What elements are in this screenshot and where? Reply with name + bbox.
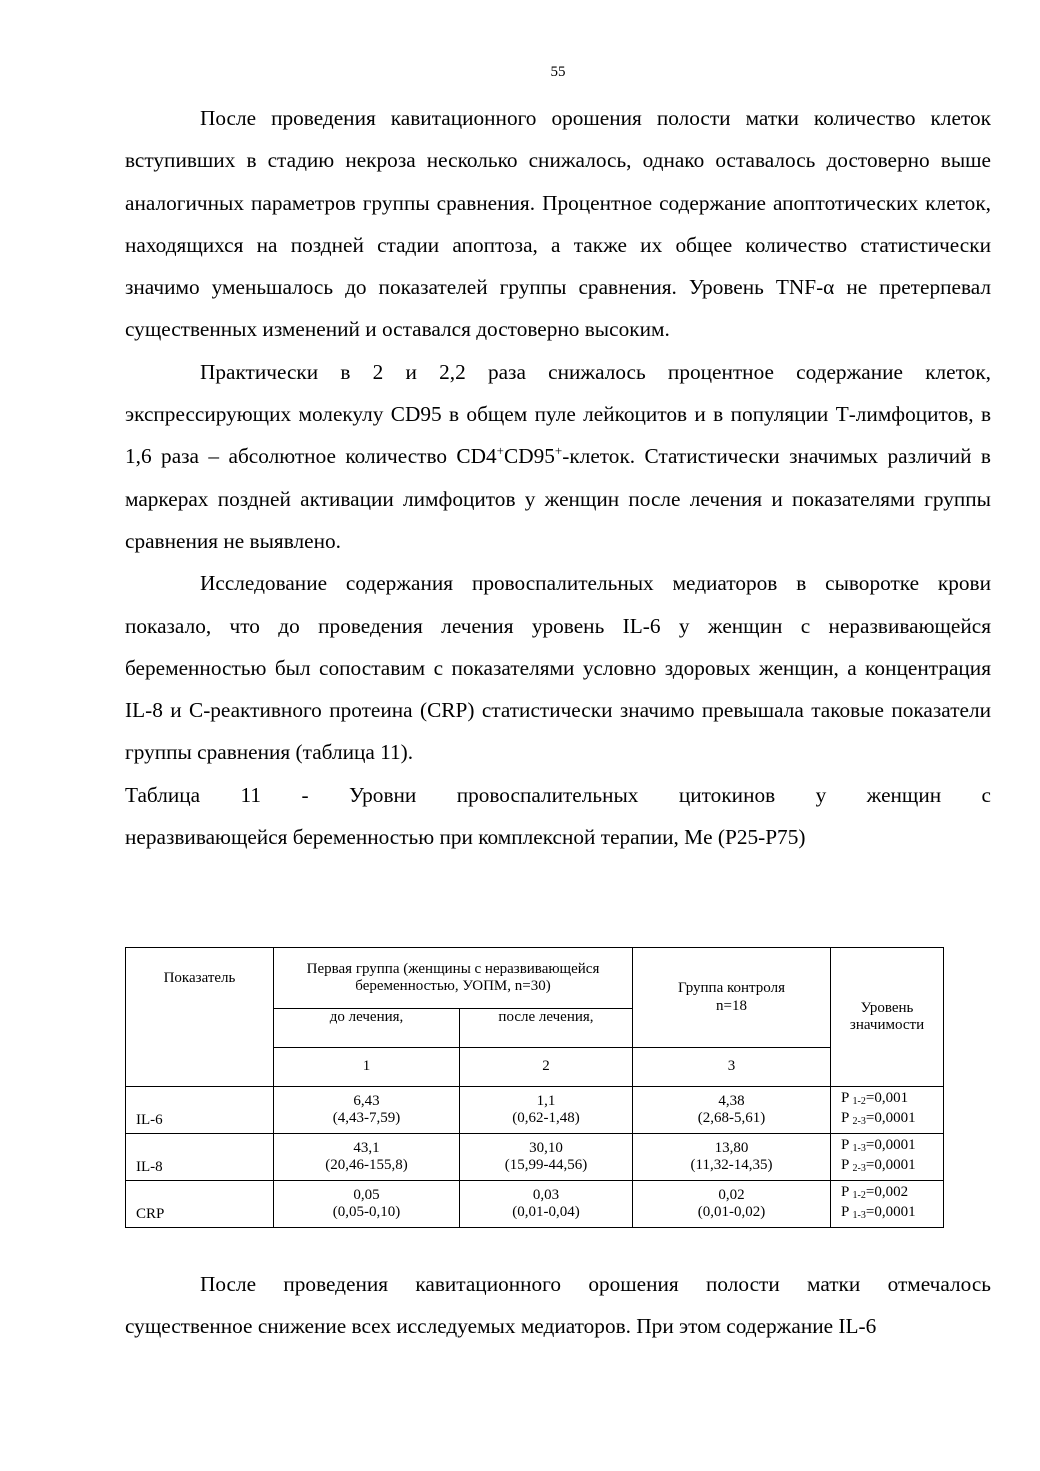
paragraph-3: Исследование содержания провоспалительных медиаторов в сыворотке крови показало, что до проведения лечения уровень IL-6 у женщин с неразвивающейся беременностью был сопоставим с показателями условно здоровых женщин, а концентрация IL-8 и С-реактивного протеина (CRP) статистически значимо превышала таковые показатели группы сравнения (таблица 11). — [125, 571, 991, 765]
body-text — [125, 97, 991, 858]
table-caption-line2: неразвивающейся беременностью при комплексной терапии, Me (P25-P75) — [125, 825, 806, 850]
table-row — [126, 1181, 944, 1228]
cytokine-table — [125, 947, 944, 1228]
header-col-2: 2 — [460, 1048, 633, 1087]
table-11 — [125, 947, 943, 1228]
cd95-text: CD95 — [504, 444, 555, 469]
row-name: IL-6 — [126, 1087, 274, 1134]
superscript-plus: + — [554, 443, 563, 459]
table-row — [126, 1134, 944, 1181]
cell-value: 1,1 (0,62-1,48) — [460, 1087, 633, 1134]
header-significance: Уровень значимости — [831, 948, 944, 1087]
cell-significance: P $_{1-2}$=0,002 P $_{1-3}$=0,0001 — [831, 1181, 944, 1228]
page-number: 55 — [550, 64, 566, 80]
cell-value: 13,80 (11,32-14,35) — [633, 1134, 831, 1181]
header-group1: Первая группа (женщины с неразвивающейся беременностью, УОПМ, n=30) — [274, 948, 633, 1009]
cell-value: 4,38 (2,68-5,61) — [633, 1087, 831, 1134]
cell-value: 6,43 (4,43-7,59) — [274, 1087, 460, 1134]
table-row — [126, 1087, 944, 1134]
superscript-plus: + — [496, 443, 505, 459]
header-after-treatment: после лечения, — [460, 1009, 633, 1048]
header-before-treatment: до лечения, — [274, 1009, 460, 1048]
cell-value: 0,02 (0,01-0,02) — [633, 1181, 831, 1228]
row-name: CRP — [126, 1181, 274, 1228]
cell-value: 30,10 (15,99-44,56) — [460, 1134, 633, 1181]
cell-significance: P $_{1-2}$=0,001 P $_{2-3}$=0,0001 — [831, 1087, 944, 1134]
paragraph-2-end: -клеток. Статистически значимых различий в маркерах поздней активации лимфоцитов у женщин после лечения и показателями группы сравнения не выявлено. — [125, 444, 991, 553]
cell-value: 0,05 (0,05-0,10) — [274, 1181, 460, 1228]
table-caption-line1: Таблица 11 - Уровни провоспалительных цитокинов у женщин с — [125, 782, 991, 807]
after-table-text — [125, 1263, 991, 1348]
paragraph-2 — [125, 351, 991, 562]
header-control: Группа контроля n=18 — [633, 948, 831, 1048]
header-col-3: 3 — [633, 1048, 831, 1087]
cell-value: 0,03 (0,01-0,04) — [460, 1181, 633, 1228]
paragraph-4: После проведения кавитационного орошения полости матки отмечалось существенное снижение всех исследуемых медиаторов. При этом содержание IL-6 — [125, 1272, 991, 1339]
header-col-1: 1 — [274, 1048, 460, 1087]
row-name: IL-8 — [126, 1134, 274, 1181]
cell-value: 43,1 (20,46-155,8) — [274, 1134, 460, 1181]
paragraph-2-start: Практически в 2 и 2,2 раза снижалось процентное содержание клеток, экспрессирующих молекулу CD95 в общем пуле лейкоцитов и в популяции Т-лимфоцитов, в 1,6 раза – абсолютное количество CD4 — [125, 359, 991, 469]
paragraph-1: После проведения кавитационного орошения полости матки количество клеток вступивших в стадию некроза несколько снижалось, однако оставалось достоверно выше аналогичных параметров группы сравнения. Процентное содержание апоптотических клеток, находящихся на поздней стадии апоптоза, а также их общее количество статистически значимо уменьшалось до показателей группы сравнения. Уровень TNF-α не претерпевал существенных изменений и оставался достоверно высоким. — [125, 106, 991, 342]
cell-significance: P $_{1-3}$=0,0001 P $_{2-3}$=0,0001 — [831, 1134, 944, 1181]
header-indicator: Показатель — [126, 948, 274, 1087]
